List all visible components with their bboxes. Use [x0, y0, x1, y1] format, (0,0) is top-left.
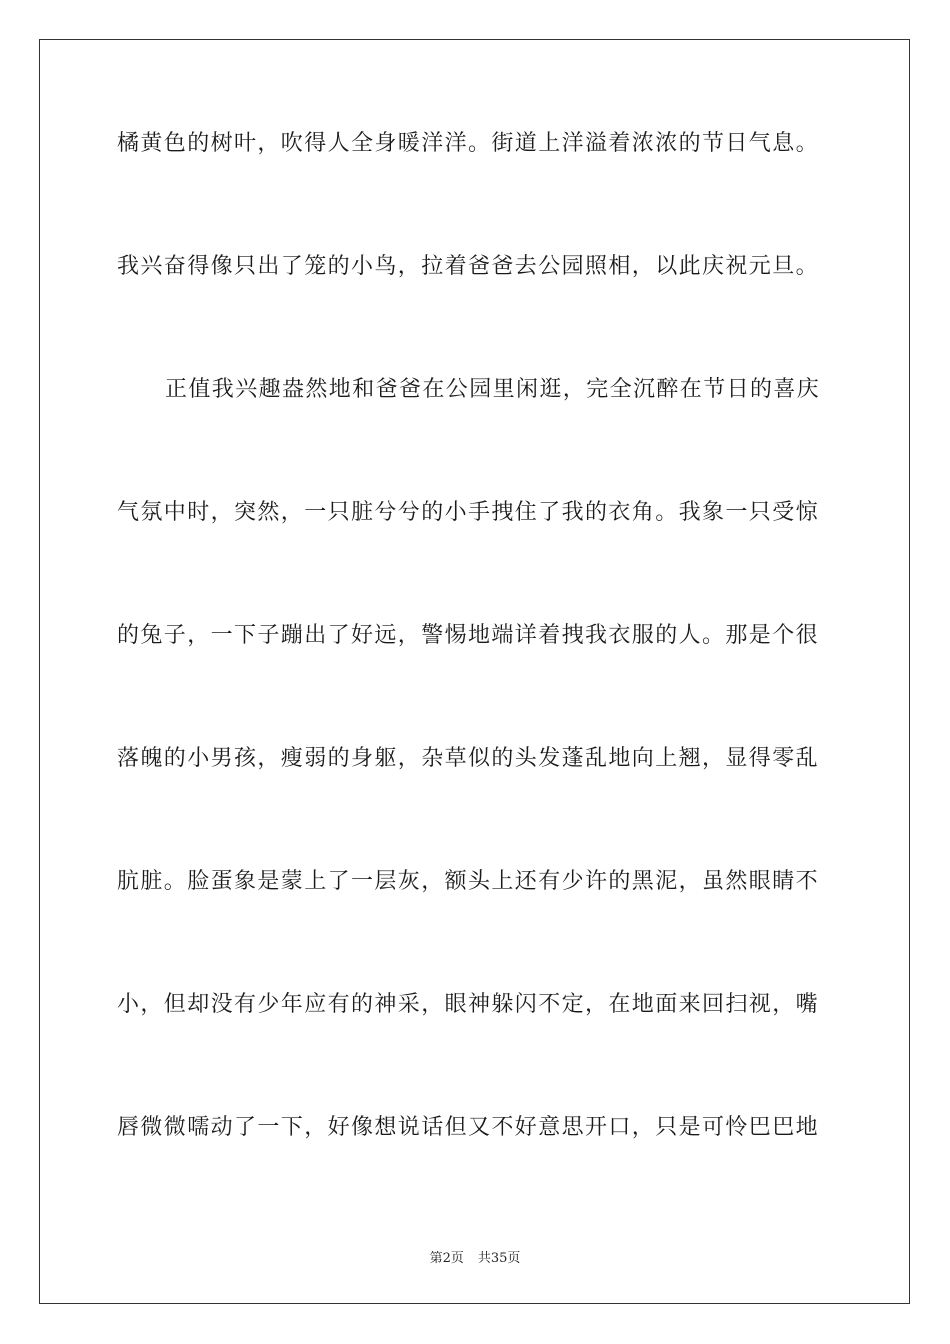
text-line: 的兔子，一下子蹦出了好远，警惕地端详着拽我衣服的人。那是个很	[117, 623, 820, 648]
text-line: 橘黄色的树叶，吹得人全身暖洋洋。街道上洋溢着浓浓的节日气息。	[117, 131, 820, 156]
page-number: 第2页	[429, 1251, 464, 1266]
text-line: 气氛中时，突然，一只脏兮兮的小手拽住了我的衣角。我象一只受惊	[117, 500, 820, 525]
text-line: 唇微微嚅动了一下，好像想说话但又不好意思开口，只是可怜巴巴地	[117, 1115, 820, 1140]
text-line: 小，但却没有少年应有的神采，眼神躲闪不定，在地面来回扫视，嘴	[117, 992, 820, 1017]
text-line: 我兴奋得像只出了笼的小鸟，拉着爸爸去公园照相，以此庆祝元旦。	[117, 254, 820, 279]
text-line: 肮脏。脸蛋象是蒙上了一层灰，额头上还有少许的黑泥，虽然眼睛不	[117, 869, 820, 894]
body-text	[117, 126, 837, 1233]
paragraph-start-line: 正值我兴趣盎然地和爸爸在公园里闲逛，完全沉醉在节日的喜庆	[165, 377, 821, 402]
page-footer	[0, 1247, 950, 1266]
page-total: 共35页	[477, 1251, 521, 1266]
text-line: 落魄的小男孩，瘦弱的身躯，杂草似的头发蓬乱地向上翘，显得零乱	[117, 746, 820, 771]
